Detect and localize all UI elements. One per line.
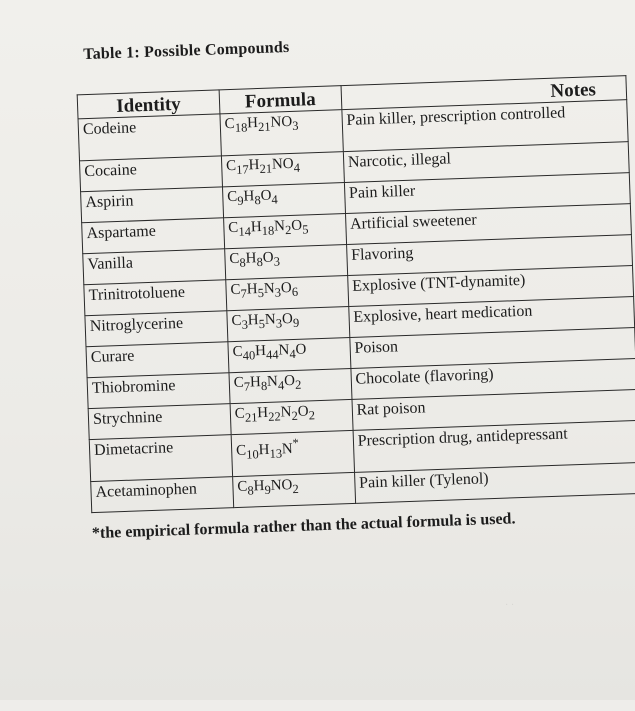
formula-element: N xyxy=(280,404,292,421)
footnote: *the empirical formula rather than the actual formula is used. xyxy=(91,510,516,543)
formula-subscript: 22 xyxy=(268,409,282,424)
formula-subscript: 2 xyxy=(284,222,292,238)
formula-element: H xyxy=(257,404,269,422)
formula-subscript: 4 xyxy=(277,378,285,393)
formula-subscript: 8 xyxy=(239,255,247,270)
cell-identity: Curare xyxy=(86,342,229,378)
formula-subscript: 8 xyxy=(256,254,264,270)
cell-formula xyxy=(222,183,345,218)
formula-subscript: 21 xyxy=(257,119,271,135)
formula-element: O xyxy=(262,249,274,266)
formula-subscript: 14 xyxy=(238,224,252,239)
formula-element: O xyxy=(295,341,307,358)
formula-subscript: 4 xyxy=(271,192,279,207)
cell-notes: Pain killer xyxy=(344,173,630,214)
header-identity: Identity xyxy=(77,90,220,119)
formula-element: N xyxy=(278,342,290,359)
formula-element: N xyxy=(266,373,279,390)
formula-subscript: 9 xyxy=(264,482,272,498)
cell-formula xyxy=(232,472,355,507)
cell-formula xyxy=(220,110,343,156)
formula-element: H xyxy=(248,157,260,174)
formula-element: N xyxy=(281,441,294,458)
formula-element: O xyxy=(283,372,296,390)
cell-identity: Codeine xyxy=(78,114,221,161)
cell-identity: Nitroglycerine xyxy=(85,311,228,347)
formula-element: H xyxy=(249,374,262,391)
cell-formula xyxy=(225,245,348,280)
formula-subscript: 4 xyxy=(293,160,301,175)
formula-subscript: 18 xyxy=(261,223,275,238)
formula-element: O xyxy=(281,310,294,328)
header-notes: Notes xyxy=(341,76,627,110)
formula-element: N xyxy=(263,280,275,297)
cell-formula xyxy=(231,430,354,476)
formula-element: NO xyxy=(270,477,293,494)
cell-identity: Aspirin xyxy=(81,187,224,223)
table-caption: Table 1: Possible Compounds xyxy=(82,38,290,64)
formula-subscript: 18 xyxy=(234,120,248,135)
formula-element: H xyxy=(258,441,270,459)
cell-identity: Dimetacrine xyxy=(89,435,232,482)
cell-formula xyxy=(227,307,350,342)
cell-formula xyxy=(221,152,344,187)
formula-element: O xyxy=(260,187,272,205)
formula-subscript: 10 xyxy=(245,447,259,462)
formula-element: H xyxy=(246,281,258,298)
compounds-table xyxy=(77,75,635,513)
paper-smudge: · · xyxy=(505,600,515,611)
formula-element: C xyxy=(226,188,238,206)
formula-subscript: 3 xyxy=(241,317,249,332)
formula-subscript: 21 xyxy=(259,161,273,177)
formula-subscript: 6 xyxy=(291,284,299,299)
formula-element: H xyxy=(246,115,259,132)
cell-formula xyxy=(226,276,349,311)
formula-subscript: 8 xyxy=(247,483,254,498)
formula-subscript: 3 xyxy=(292,118,299,133)
formula-element: H xyxy=(253,478,265,495)
cell-notes: Explosive, heart medication xyxy=(348,297,634,338)
formula-element: C xyxy=(237,478,248,495)
cell-notes: Poison xyxy=(350,328,635,369)
formula-element: O xyxy=(297,403,309,420)
formula-subscript: 3 xyxy=(275,316,283,331)
cell-identity: Vanilla xyxy=(83,249,226,285)
formula-subscript: 40 xyxy=(242,348,256,363)
formula-element: C xyxy=(235,442,247,460)
cell-identity: Trinitrotoluene xyxy=(84,280,227,316)
formula-element: C xyxy=(230,281,241,299)
formula-subscript: 2 xyxy=(292,481,299,497)
formula-element: H xyxy=(250,218,262,236)
formula-element: N xyxy=(264,311,276,328)
formula-subscript: 9 xyxy=(292,315,300,330)
formula-element: H xyxy=(247,312,259,329)
cell-notes: Pain killer (Tylenol) xyxy=(354,462,635,503)
cell-notes: Prescription drug, antidepressant xyxy=(353,420,635,472)
formula-element: O xyxy=(290,217,303,234)
cell-identity: Strychnine xyxy=(88,404,231,440)
formula-element: C xyxy=(229,250,240,268)
formula-element: NO xyxy=(270,113,293,131)
formula-subscript: 3 xyxy=(273,254,281,269)
formula-subscript: 2 xyxy=(291,408,299,424)
formula-subscript: 5 xyxy=(257,285,265,301)
formula-element: H xyxy=(245,250,257,267)
cell-identity: Acetaminophen xyxy=(91,477,234,513)
formula-element: C xyxy=(228,219,239,237)
header-formula: Formula xyxy=(219,86,342,114)
formula-subscript: 7 xyxy=(240,286,248,301)
formula-subscript: 4 xyxy=(289,346,296,362)
formula-element: C xyxy=(233,374,244,392)
cell-identity: Cocaine xyxy=(79,156,222,192)
cell-notes: Rat poison xyxy=(352,389,635,430)
formula-subscript: 5 xyxy=(301,222,309,237)
cell-notes: Narcotic, illegal xyxy=(343,142,629,183)
formula-element: N xyxy=(273,218,286,235)
formula-subscript: 2 xyxy=(294,377,302,392)
formula-subscript: 3 xyxy=(274,285,282,300)
formula-subscript: 2 xyxy=(308,408,316,423)
formula-subscript: 17 xyxy=(236,162,250,177)
cell-notes: Pain killer, prescription controlled xyxy=(342,100,629,152)
cell-notes: Chocolate (flavoring) xyxy=(351,359,635,400)
formula-element: C xyxy=(225,157,237,175)
formula-element: O xyxy=(280,279,292,297)
formula-subscript: 13 xyxy=(269,446,283,461)
formula-element: C xyxy=(232,343,243,361)
cell-formula xyxy=(229,368,352,403)
formula-subscript: 44 xyxy=(265,347,279,362)
cell-formula xyxy=(223,214,346,249)
formula-element: H xyxy=(243,188,255,205)
formula-subscript: 5 xyxy=(258,316,266,332)
formula-element: C xyxy=(224,115,235,133)
formula-subscript: 9 xyxy=(237,193,244,208)
formula-element: C xyxy=(234,405,246,423)
cell-formula xyxy=(228,337,351,372)
cell-formula xyxy=(230,399,353,434)
cell-notes: Artificial sweetener xyxy=(345,204,631,245)
formula-element: C xyxy=(231,312,242,330)
formula-subscript: 7 xyxy=(243,379,251,394)
formula-asterisk: * xyxy=(292,435,300,451)
formula-subscript: 8 xyxy=(254,193,261,208)
formula-element: NO xyxy=(271,155,294,173)
formula-subscript: 21 xyxy=(244,410,258,425)
formula-element: H xyxy=(254,342,267,360)
cell-identity: Thiobromine xyxy=(87,373,230,409)
cell-notes: Explosive (TNT-dynamite) xyxy=(347,266,633,307)
cell-notes: Flavoring xyxy=(346,235,632,276)
formula-subscript: 8 xyxy=(260,378,268,394)
cell-identity: Aspartame xyxy=(82,218,225,254)
